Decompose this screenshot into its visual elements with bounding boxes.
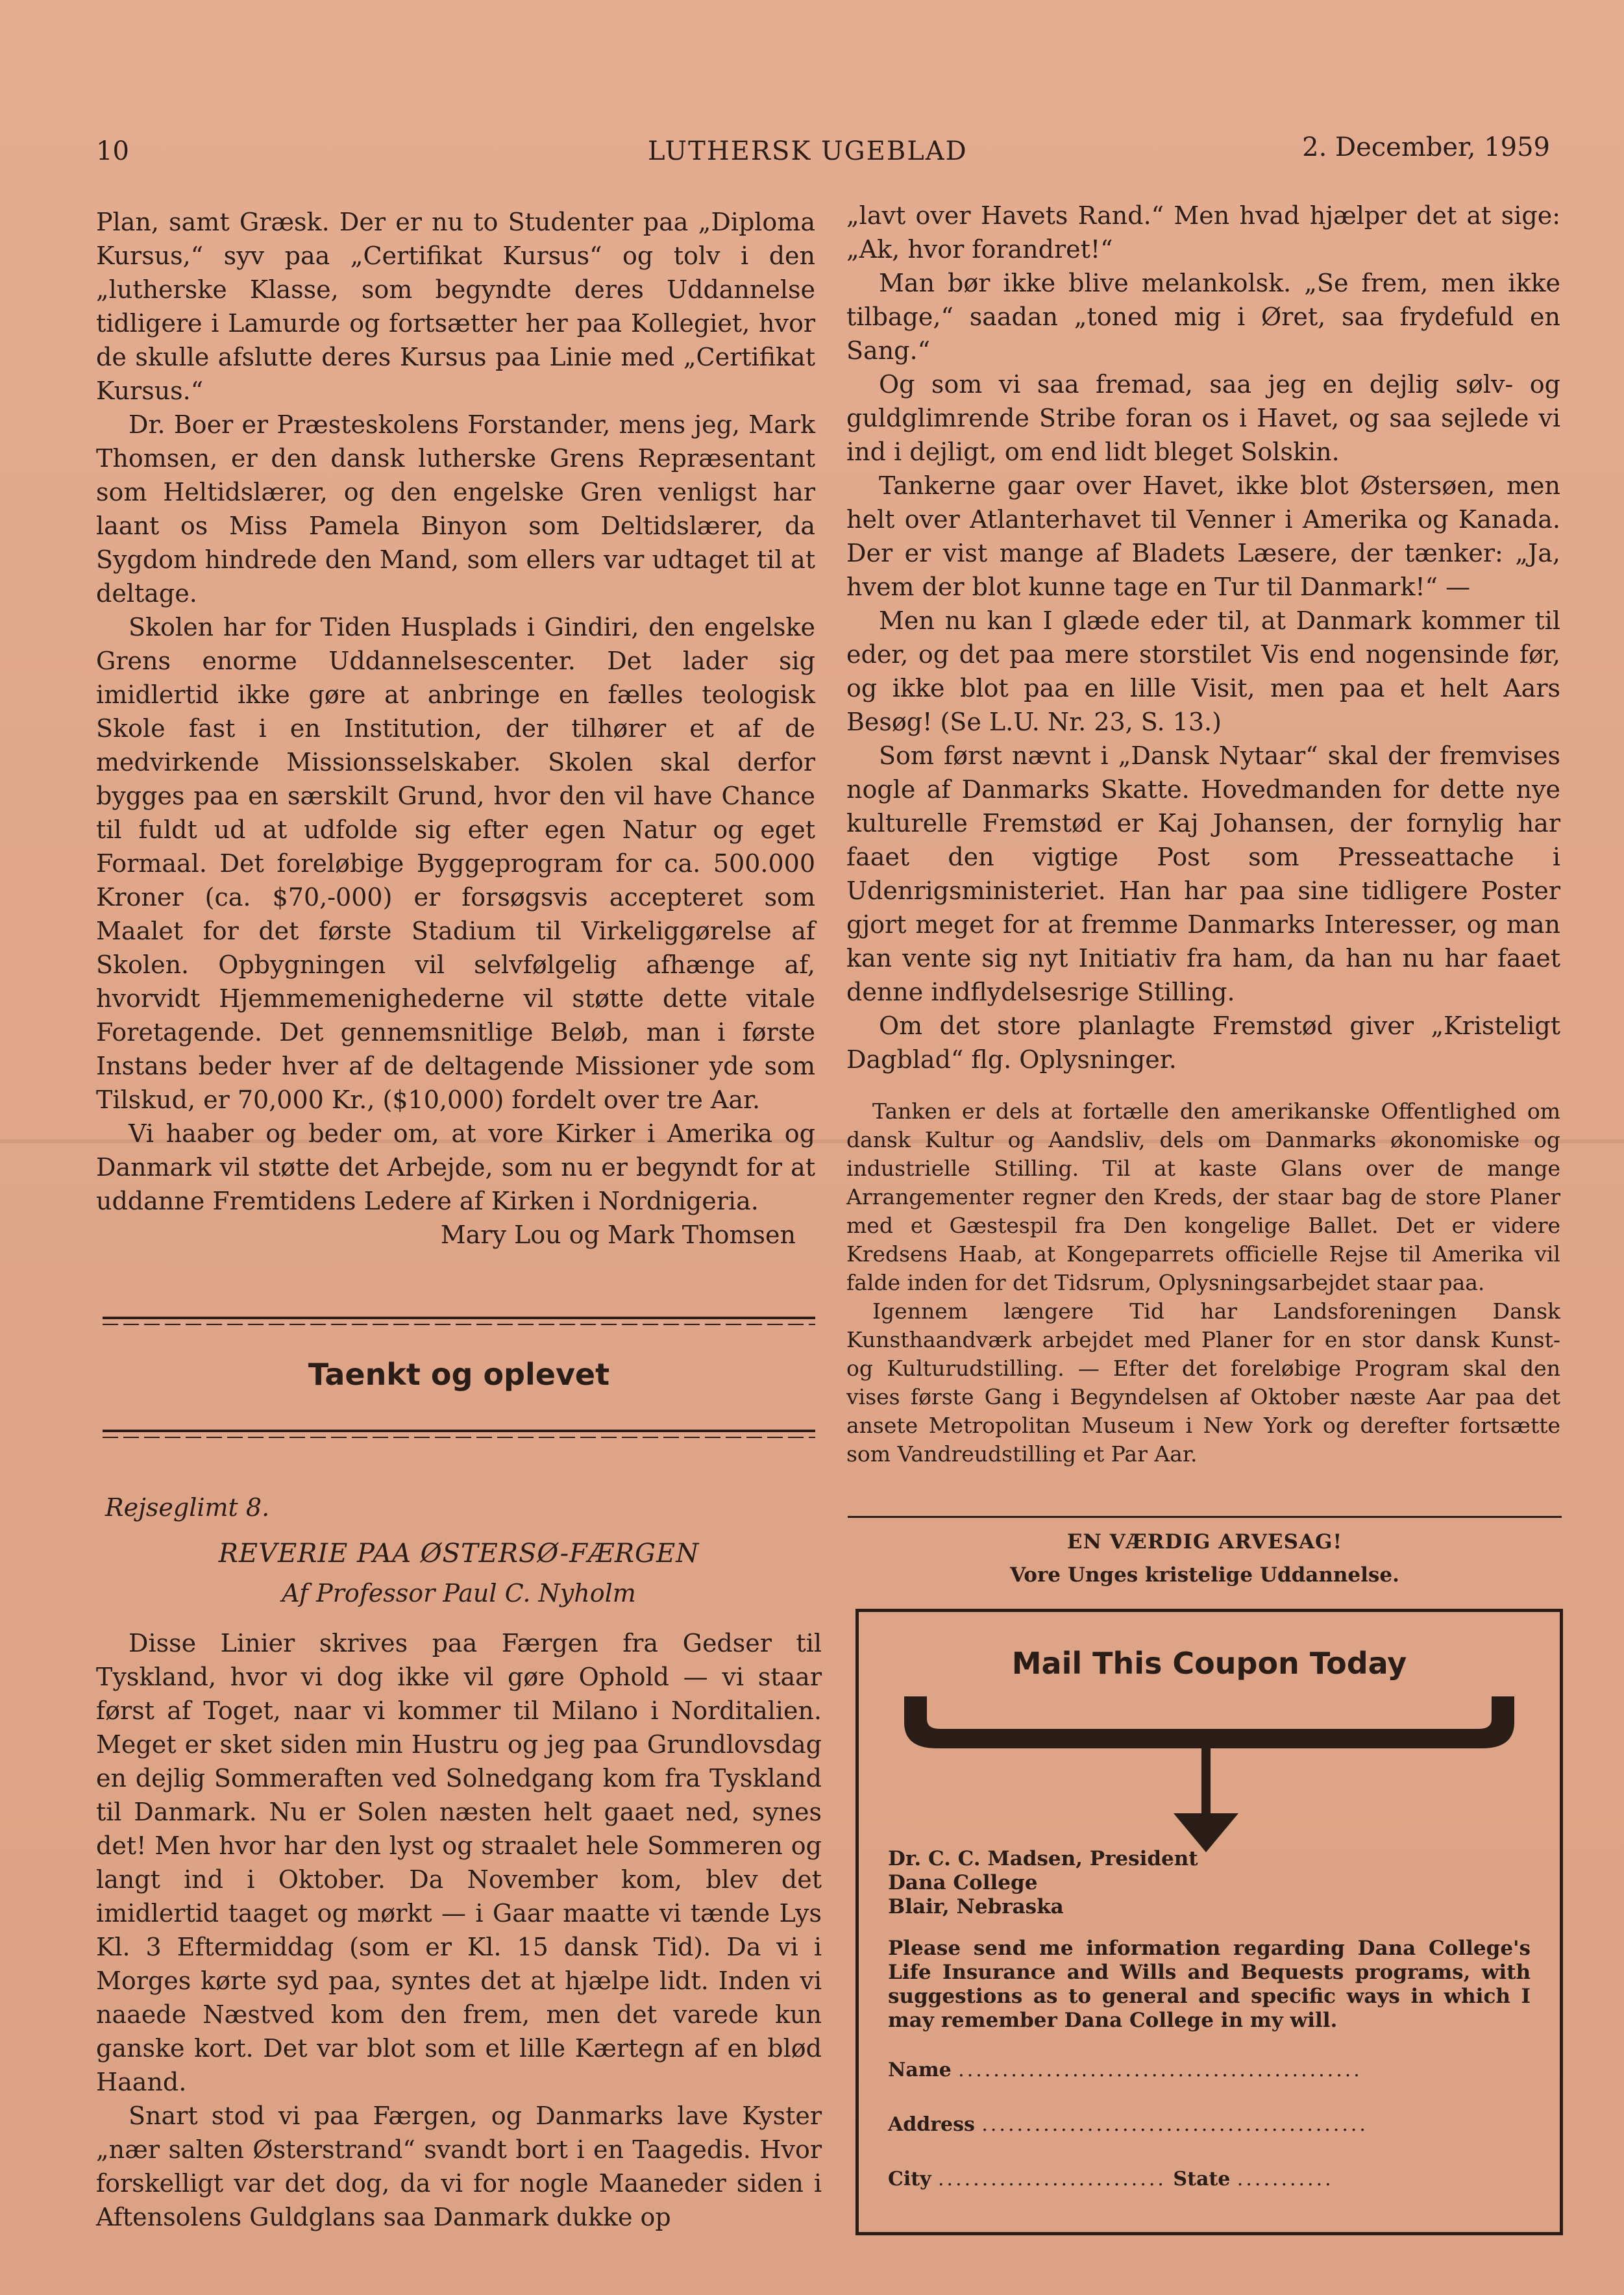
paragraph: Dr. Boer er Præsteskolens Forstander, mens jeg, Mark Thomsen, er den dansk lutherske Grens Repræsentant som Heltidslærer, og den engelske Gren venligst har laant os Miss Pamela Binyon som Deltidslærer, da Sygdom hindrede den Mand, som ellers var udtaget til at deltage. (96, 410, 815, 608)
coupon-title: Mail This Coupon Today (1011, 1646, 1407, 1681)
story-author: Af Professor Paul C. Nyholm (282, 1579, 636, 1607)
issue-date: 2. December, 1959 (1302, 132, 1550, 162)
paragraph: „lavt over Havets Rand.“ Men hvad hjælper det at sige: „Ak, hvor forandret!“ (846, 201, 1560, 264)
story-title: REVERIE PAA ØSTERSØ-FÆRGEN (218, 1539, 700, 1569)
paragraph: Igennem længere Tid har Landsforeningen Dansk Kunsthaandværk arbejdet med Planer for en stor dansk Kunst- og Kulturudstilling. — Efter det foreløbige Program skal den vises første Gang i Begyndelsen af Oktober næste Aar paa det ansete Metropolitan Museum i New York og derefter fortsætte som Vandreudstilling et Par Aar. (846, 1298, 1560, 1467)
paragraph: Plan, samt Græsk. Der er nu to Studenter paa „Diploma Kursus,“ syv paa „Certifikat Kursus“ og tolv i den „lutherske Klasse, som begyndte deres Uddannelse tidligere i Lamurde og fortsætter her paa Kollegiet, hvor de skulle afslutte deres Kursus paa Linie med „Certifikat Kursus.“ (96, 208, 815, 405)
city-state-field[interactable]: City .......................... State ........... (888, 2168, 1334, 2190)
article-signature: Mary Lou og Mark Thomsen (440, 1221, 796, 1249)
paragraph: Men nu kan I glæde eder til, at Danmark kommer til eder, og det paa mere storstilet Vis end nogensinde før, og ikke blot paa en lille Visit, men paa et helt Aars Besøg! (Se L.U. Nr. 23, S. 13.) (846, 606, 1560, 736)
paragraph: Tanken er dels at fortælle den amerikanske Offentlighed om dansk Kultur og Aandsliv, dels om Danmarks økonomiske og industrielle Stilling. Til at kaste Glans over de mange Arrangementer regner den Kreds, der staar bag de store Planer med et Gæstespil fra Den kongelige Ballet. Det er videre Kredsens Haab, at Kongeparrets officielle Rejse til Amerika vil falde inden for det Tidsrum, Oplysningsarbejdet staar paa. (846, 1098, 1560, 1295)
paragraph: Om det store planlagte Fremstød giver „Kristeligt Dagblad“ flg. Oplysninger. (846, 1011, 1560, 1074)
brace-arrow-icon (898, 1696, 1521, 1852)
section-title: Taenkt og oplevet (308, 1357, 610, 1392)
page-header (96, 130, 1550, 169)
divider-line (848, 1516, 1562, 1518)
ad-subheadline: Vore Unges kristelige Uddannelse. (1010, 1563, 1399, 1587)
address-field[interactable]: Address ............................................ (888, 2113, 1368, 2136)
paragraph: Som først nævnt i „Dansk Nytaar“ skal der fremvises nogle af Danmarks Skatte. Hovedmanden for dette nye kulturelle Fremstød er Kaj Johansen, der fornylig har faaet den vigtige Post som Presseattache i Udenrigsministeriet. Han har paa sine tidligere Poster gjort meget for at fremme Danmarks Interesser, og man kan vente sig nyt Initiativ fra ham, da han nu har faaet denne indflydelsesrige Stilling. (846, 741, 1560, 1006)
publication-title: LUTHERSK UGEBLAD (648, 136, 968, 166)
series-label: Rejseglimt 8. (105, 1493, 270, 1522)
paragraph: Tankerne gaar over Havet, ikke blot Østersøen, men helt over Atlanterhavet til Venner i Amerika og Kanada. Der er vist mange af Bladets Læsere, der tænker: „Ja, hvem der blot kunne tage en Tur til Danmark!“ — (846, 471, 1560, 601)
ornamental-rule-top (103, 1317, 815, 1328)
paragraph: Snart stod vi paa Færgen, og Danmarks lave Kyster „nær salten Østerstrand“ svandt bort i en Taagedis. Hvor forskelligt var det dog, da vi for nogle Maaneder siden i Aftensolens Guldglans saa Danmark dukke op (96, 2102, 822, 2231)
page-number: 10 (96, 136, 129, 166)
quoted-excerpt (846, 1097, 1560, 1469)
paragraph: Og som vi saa fremad, saa jeg en dejlig sølv- og guldglimrende Stribe foran os i Havet, og saa sejlede vi ind i dejligt, om end lidt bleget Solskin. (846, 370, 1560, 466)
paragraph: Skolen har for Tiden Husplads i Gindiri, den engelske Grens enorme Uddannelsescenter. Det lader sig imidlertid ikke gøre at anbringe en fælles teologisk Skole fast i en Institution, der tilhører et af de medvirkende Missionsselskaber. Skolen skal derfor bygges paa en særskilt Grund, hvor den vil have Chance til fuldt ud at udfolde sig efter egen Natur og eget Formaal. Det foreløbige Byggeprogram for ca. 500.000 Kroner (ca. $70,-000) er forsøgsvis accepteret som Maalet for det første Stadium til Virkeliggørelse af Skolen. Opbygningen vil selvfølgelig afhænge af, hvorvidt Hjemmemenighederne vil støtte dette vitale Foretagende. Det gennemsnitlige Beløb, man i første Instans beder hver af de deltagende Missioner yde som Tilskud, er 70,000 Kr., ($10,000) fordelt over tre Aar. (96, 613, 815, 1114)
right-column-article (846, 199, 1560, 1076)
paragraph: Disse Linier skrives paa Færgen fra Gedser til Tyskland, hvor vi dog ikke vil gøre Ophold — vi staar først af Toget, naar vi kommer til Milano i Norditalien. Meget er sket siden min Hustru og jeg paa Grundlovsdag en dejlig Sommeraften ved Solnedgang kom fra Tyskland til Danmark. Nu er Solen næsten helt gaaet ned, synes det! Men hvor har den lyst og straalet hele Sommeren og langt ind i Oktober. Da November kom, blev det imidlertid taaget og mørkt — i Gaar maatte vi tænde Lys Kl. 3 Eftermiddag (som er Kl. 15 dansk Tid). Da vi i Morges kørte syd paa, syntes det at hjælpe lidt. Inden vi naaede Næstved kom den frem, men det varede kun ganske kort. Det var blot som et lille Kærtegn af en blød Haand. (96, 1629, 822, 2096)
coupon-request-text: Please send me information regarding Dana College's Life Insurance and Wills and Bequests programs, with suggestions as to general and specific ways in which I may remember Dana College in my will. (888, 1937, 1531, 2032)
story-body (96, 1626, 822, 2234)
paragraph: Vi haaber og beder om, at vore Kirker i Amerika og Danmark vil støtte det Arbejde, som nu er begyndt for at uddanne Fremtidens Ledere af Kirken i Nordnigeria. (96, 1119, 815, 1215)
coupon-box (855, 1609, 1563, 2235)
recipient-address: Dr. C. C. Madsen, President Dana College Blair, Nebraska (888, 1847, 1198, 1918)
left-column-article (96, 205, 815, 1252)
paragraph: Man bør ikke blive melankolsk. „Se frem, men ikke tilbage,“ saadan „toned mig i Øret, saa frydefuld en Sang.“ (846, 269, 1560, 365)
ad-headline: EN VÆRDIG ARVESAG! (1066, 1530, 1343, 1554)
name-field[interactable]: Name .............................................. (888, 2059, 1362, 2081)
ornamental-rule-bottom (103, 1430, 815, 1441)
